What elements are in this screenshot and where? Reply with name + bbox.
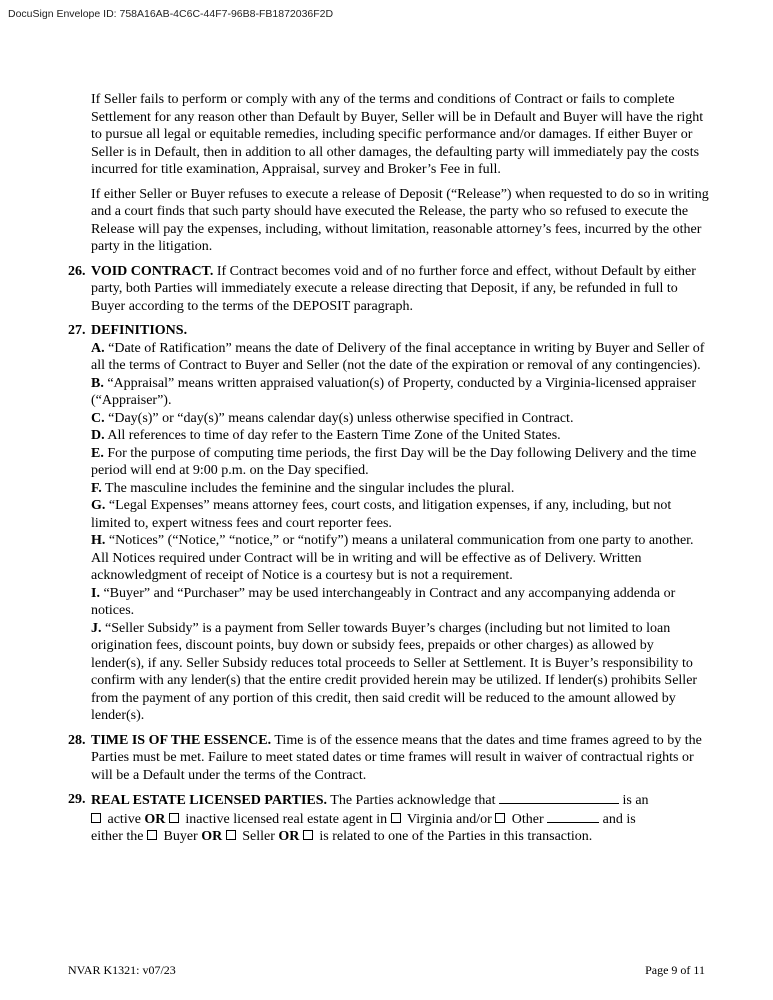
definition-b [91, 375, 710, 410]
section-heading: DEFINITIONS. [91, 323, 188, 338]
checkbox-label: Other [508, 811, 548, 827]
section-29 [68, 791, 710, 846]
definition-letter: B. [91, 375, 104, 391]
definition-letter: E. [91, 445, 104, 461]
definition-a [91, 340, 710, 375]
other-checkbox[interactable] [495, 813, 505, 823]
section-text: If Contract becomes void and of no further force and effect, without Default by either party, both Parties will immediately execute a release directing that Deposit, if any, be refunded in full to Buyer according to the terms of the DEPOSIT paragraph. [91, 263, 696, 314]
definition-text: “Seller Subsidy” is a payment from Seller towards Buyer’s charges (including but not limited to loan origination fees, discount points, buy down or subsidy fees, prepaids or other charges) as allowed by lender(s), if any. Seller Subsidy reduces total proceeds to Seller at Settlement. It is Buyer’s responsibility to confirm with any lender(s) that the entire credit provided herein may be utilized. If lender(s) prohibits Seller from the payment of any portion of this credit, then said credit will be reduced to the amount allowed by lender(s). [91, 620, 698, 723]
definition-text: The masculine includes the feminine and the singular includes the plural. [101, 480, 515, 496]
definition-text: “Legal Expenses” means attorney fees, court costs, and litigation expenses, if any, including, but not limited to, expert witness fees and court reporter fees. [91, 498, 672, 531]
inactive-checkbox[interactable] [169, 813, 179, 823]
definition-letter: C. [91, 410, 105, 426]
definition-c [91, 410, 710, 428]
section-number: 28. [68, 732, 86, 748]
section-number: 29. [68, 792, 86, 807]
intro-paragraph-1: If Seller fails to perform or comply with any of the terms and conditions of Contract or fails to complete Settlement for any reason other than Default by Buyer, Seller will be in Default and Buyer will have the right to pursue all legal or equitable remedies, including specific performance and/or damages. If either Buyer or Seller is in Default, then in addition to all other damages, the defaulting party will immediately pay the costs incurred for title examination, Appraisal, survey and Broker’s Fee in full. [91, 92, 704, 177]
related-checkbox[interactable] [303, 830, 313, 840]
definition-j [91, 620, 710, 725]
section-26 [68, 263, 710, 316]
section-heading: REAL ESTATE LICENSED PARTIES. [91, 793, 328, 808]
licensee-name-field[interactable] [499, 791, 619, 804]
buyer-checkbox[interactable] [147, 830, 157, 840]
form-version: NVAR K1321: v07/23 [68, 963, 176, 977]
definition-letter: J. [91, 620, 102, 636]
section-text: is an [619, 793, 649, 808]
definition-letter: D. [91, 428, 105, 443]
definition-text: “Appraisal” means written appraised valuation(s) of Property, conducted by a Virginia-licensed appraiser (“Appraiser”). [91, 375, 696, 408]
section-text: and is [599, 811, 636, 827]
other-state-field[interactable] [547, 810, 599, 823]
definition-e [91, 445, 710, 480]
checkbox-label: active [104, 811, 145, 827]
active-checkbox[interactable] [91, 813, 101, 823]
section-number: 26. [68, 263, 86, 279]
intro-paragraph-2: If either Seller or Buyer refuses to execute a release of Deposit (“Release”) when requested to do so in writing and a court finds that such party should have executed the Release, the party who so refused to execute the Release will pay the expenses, including, without limitation, reasonable attorney’s fees, incurred by the other party in the litigation. [91, 186, 709, 254]
or-label: OR [201, 829, 223, 844]
checkbox-label: Virginia and/or [403, 811, 496, 827]
definition-letter: G. [91, 498, 106, 513]
page-number: Page 9 of 11 [645, 963, 705, 977]
checkbox-label: Buyer [159, 829, 202, 844]
definition-letter: A. [91, 340, 105, 356]
section-heading: VOID CONTRACT. [91, 263, 214, 279]
definition-h [91, 532, 710, 585]
section-text: is related to one of the Parties in this transaction. [315, 829, 593, 844]
definition-text: “Notices” (“Notice,” “notice,” or “notify”) means a unilateral communication from one party to another. All Notices required under Contract will be in writing and will be effective as of Delivery. Written acknowledgment of receipt of Notice is a courtesy but is not a requirement. [91, 533, 694, 583]
definition-letter: I. [91, 585, 100, 601]
checkbox-label: inactive licensed real estate agent in [181, 811, 391, 827]
definition-letter: H. [91, 533, 106, 548]
section-28 [68, 732, 710, 785]
seller-checkbox[interactable] [226, 830, 236, 840]
section-text: either the [91, 829, 147, 844]
definition-i [91, 585, 710, 620]
definition-text: “Day(s)” or “day(s)” means calendar day(s) unless otherwise specified in Contract. [104, 410, 574, 426]
definition-text: All references to time of day refer to the Eastern Time Zone of the United States. [104, 428, 561, 443]
envelope-id: DocuSign Envelope ID: 758A16AB-4C6C-44F7-96B8-FB1872036F2D [8, 8, 334, 20]
definition-text: “Date of Ratification” means the date of Delivery of the final acceptance in writing by Buyer and Seller of all the terms of Contract to Buyer and Seller (not the date of the expiration or removal of any contingencies). [91, 340, 705, 373]
or-label: OR [278, 829, 300, 844]
definition-text: For the purpose of computing time periods, the first Day will be the Day following Delivery and the time period will end at 9:00 p.m. on the Day specified. [91, 445, 697, 478]
definition-f [91, 480, 710, 498]
section-heading: TIME IS OF THE ESSENCE. [91, 732, 272, 748]
definition-text: “Buyer” and “Purchaser” may be used interchangeably in Contract and any accompanying addenda or notices. [91, 585, 676, 618]
or-label: OR [144, 811, 166, 827]
definition-d [91, 427, 710, 445]
definition-g [91, 497, 710, 532]
section-text: The Parties acknowledge that [327, 793, 499, 808]
definition-letter: F. [91, 480, 102, 496]
intro-block [68, 91, 710, 256]
section-27 [68, 322, 710, 725]
section-number: 27. [68, 323, 86, 338]
checkbox-label: Seller [238, 829, 279, 844]
virginia-checkbox[interactable] [391, 813, 401, 823]
document-body [68, 91, 710, 853]
section-text: Time is of the essence means that the dates and time frames agreed to by the Parties must be met. Failure to meet stated dates or time frames will result in waiver of contractual rights or will be a Default under the terms of the Contract. [91, 732, 702, 783]
